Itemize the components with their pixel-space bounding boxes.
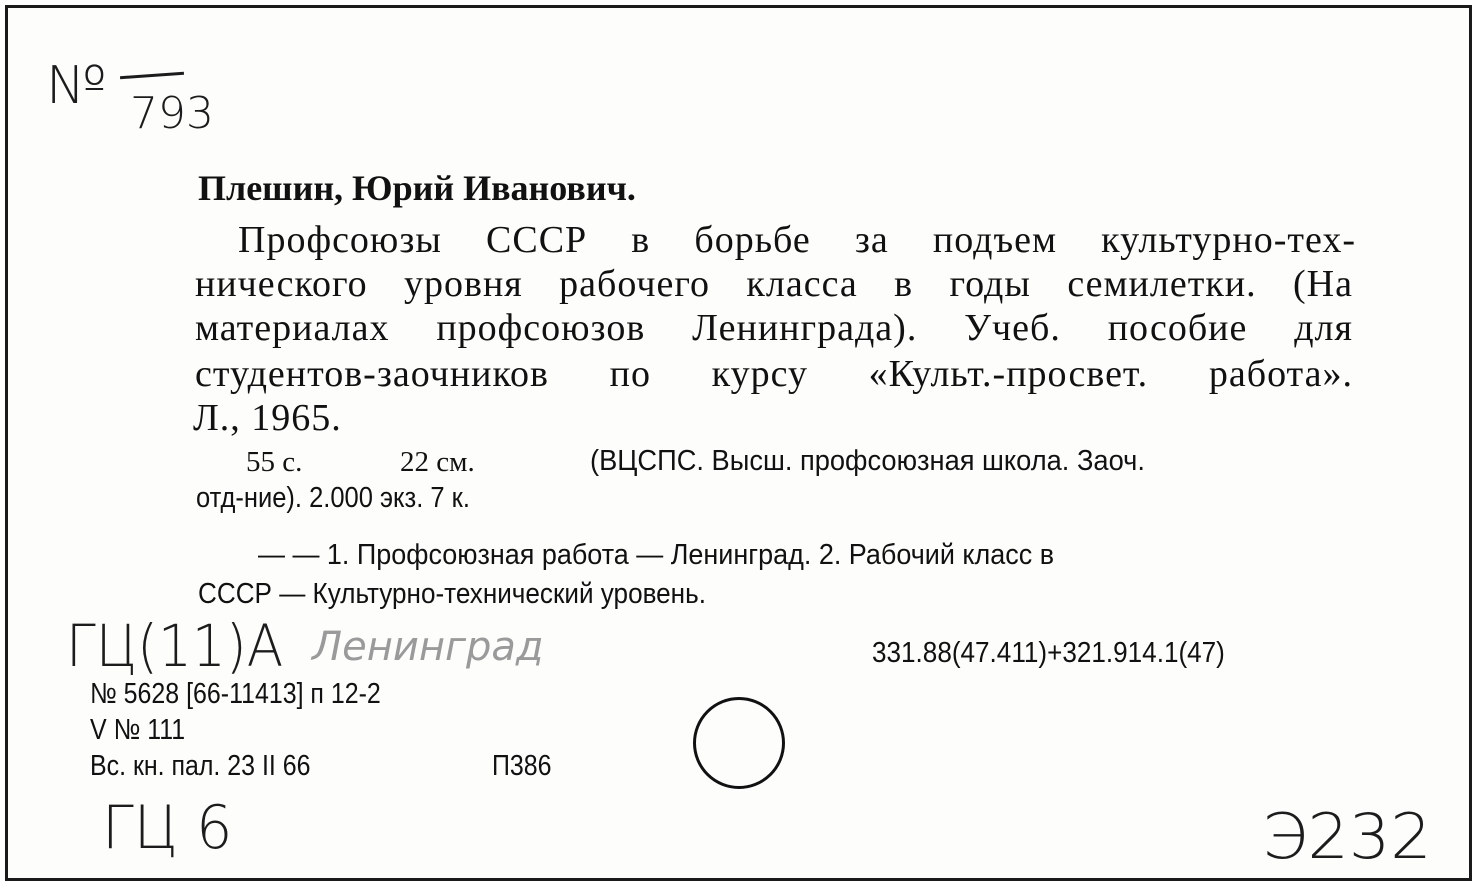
imprint-line-1: № 5628 [66-11413] п 12-2 (90, 678, 381, 710)
handwritten-faded-scribble: Ленинград (312, 624, 544, 670)
handwritten-shelf-code: ГЦ 6 (102, 793, 233, 863)
imprint-line-3-left: Вс. кн. пал. 23 II 66 (90, 750, 311, 782)
imprint-line-2: V № 111 (90, 714, 186, 746)
title-line-3: материалах профсоюзов Ленинграда). Учеб. пособие для (195, 307, 1353, 349)
series-line-1: (ВЦСПС. Высш. профсоюзная школа. Заоч. (590, 445, 1145, 477)
handwritten-number-value: 793 (130, 88, 214, 139)
title-line-2: нического уровня рабочего класса в годы семилетки. (На (195, 263, 1353, 305)
handwritten-inventory-number: Э232 (1262, 800, 1432, 873)
subjects-line-2: СССР — Культурно-технический уровень. (198, 578, 706, 610)
title-line-4: студентов-заочников по курсу «Культ.-просвет. работа». (195, 353, 1353, 395)
series-line-2: отд-ние). 2.000 экз. 7 к. (196, 482, 470, 514)
subjects-line-1: — — 1. Профсоюзная работа — Ленинград. 2. Рабочий класс в (258, 539, 1055, 571)
physical-size: 22 см. (400, 446, 475, 478)
author-heading: Плешин, Юрий Иванович. (198, 168, 636, 208)
handwritten-number-label: № (46, 56, 107, 116)
title-line-1: Профсоюзы СССР в борьбе за подъем культурно-тех- (238, 219, 1356, 261)
handwritten-shelf-mark: ГЦ(11)А (66, 612, 284, 680)
punch-hole-circle (693, 697, 785, 789)
title-line-5: Л., 1965. (193, 397, 342, 439)
imprint-line-3-right: П386 (492, 750, 552, 782)
physical-pages: 55 с. (246, 446, 303, 478)
classification-index: 331.88(47.411)+321.914.1(47) (872, 637, 1225, 669)
